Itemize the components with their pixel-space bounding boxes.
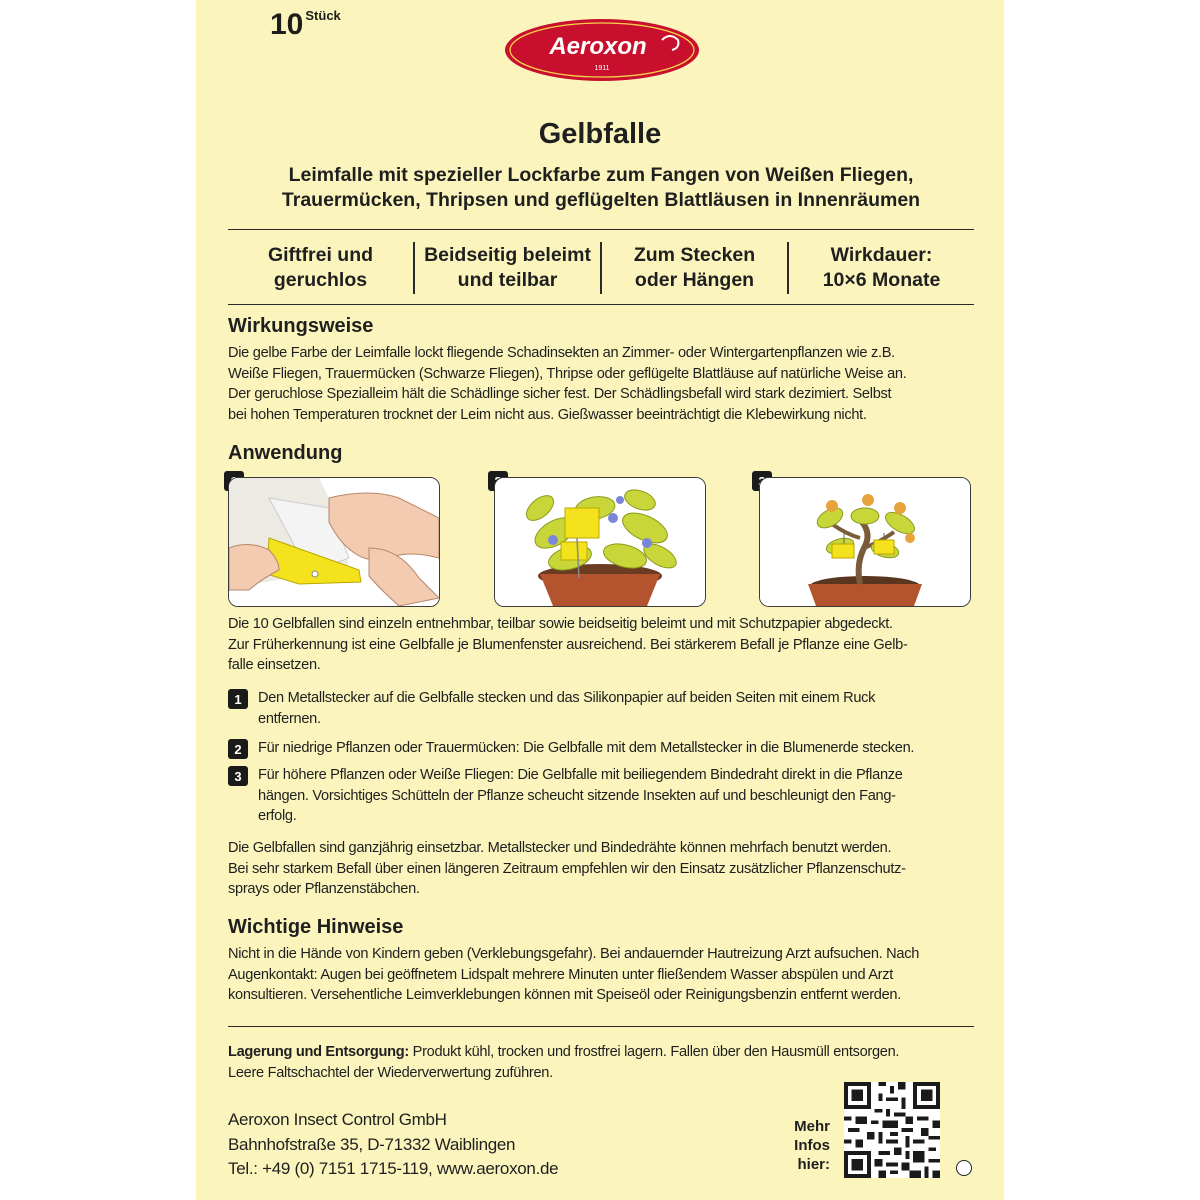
text-line: Nicht in die Hände von Kindern geben (Verklebungsgefahr). Bei andauernder Hautreizung Arzt aufsuchen. Nach [228,946,920,962]
step-1 [228,688,974,732]
text-line: erfolg. [258,808,297,824]
product-subtitle [226,163,976,213]
lagerung-text [228,1042,974,1083]
lagerung-body: Produkt kühl, trocken und frostfrei lagern. Fallen über den Hausmüll entsorgen. [408,1044,900,1060]
divider [228,304,974,305]
feature-line: und teilbar [457,269,558,291]
text-line: Für niedrige Pflanzen oder Trauermücken: Die Gelbfalle mit dem Metallstecker in die Blumenerde stecken. [258,740,915,756]
qr-code-icon[interactable] [844,1082,940,1178]
feature-cell [787,242,974,294]
feature-line: geruchlos [273,269,368,291]
piece-count-number: 10 [270,8,304,41]
text-line: Für höhere Pflanzen oder Weiße Fliegen: Die Gelbfalle mit beiliegendem Bindedraht direkt in die Pflanze [258,767,903,783]
text-line: Zur Früherkennung ist eine Gelbfalle je Blumenfenster ausreichend. Bei stärkerem Befall je Pflanze eine Gelb- [228,636,908,653]
feature-line: Zum Stecken [633,244,756,266]
feature-cell [413,242,600,294]
section-heading-wirkungsweise: Wirkungsweise [228,315,374,337]
text-line: Leere Faltschachtel der Wiederverwertung zuführen. [228,1064,553,1081]
feature-line: Beidseitig beleimt [424,244,591,266]
hands-illustration [229,478,439,606]
wirkungsweise-text [228,343,974,425]
figure-1-peel-trap [228,477,440,607]
text-line: hier: [797,1156,830,1173]
text-line: Mehr [794,1118,830,1135]
company-street: Bahnhofstraße 35, D-71332 Waiblingen [228,1134,516,1154]
aeroxon-logo [504,18,700,82]
text-line: Die Gelbfallen sind ganzjährig einsetzbar. Metallstecker und Bindedrähte können mehrfach benutzt werden. [228,840,892,856]
divider [228,229,974,230]
feature-cell [228,242,413,294]
anwendung-outro [228,838,974,900]
step-2 [228,738,974,760]
divider [228,1026,974,1027]
package-back-panel [196,0,1004,1200]
figure-3-hanging-trap [759,477,971,607]
anwendung-intro [228,614,974,676]
company-name: Aeroxon Insect Control GmbH [228,1110,447,1129]
text-line: bei hohen Temperaturen trocknet der Leim nicht aus. Gießwasser beeinträchtigt die Klebewirkung nicht. [228,406,867,423]
text-line: hängen. Vorsichtiges Schütteln der Pflanze scheucht sitzende Insekten auf und beschleunigt den Fang- [258,787,896,804]
text-line: Der geruchlose Spezialleim hält die Schädlinge sicher fest. Der Schädlingsbefall wird stark dezimiert. Selbst [228,386,892,402]
subtitle-line: Leimfalle mit spezieller Lockfarbe zum Fangen von Weißen Fliegen, [288,164,914,186]
text-line: Weiße Fliegen, Trauermücken (Schwarze Fliegen), Thripse oder geflügelte Blattläuse auf natürliche Weise an. [228,365,907,382]
text-line: Die 10 Gelbfallen sind einzeln entnehmbar, teilbar sowie beidseitig beleimt und mit Schutzpapier abgedeckt. [228,616,893,632]
section-heading-anwendung: Anwendung [228,442,343,464]
section-heading-hinweise: Wichtige Hinweise [228,916,404,938]
potted-plant-illustration [495,478,705,606]
step-badge-3: 3 [228,766,248,786]
company-contact: Tel.: +49 (0) 7151 1715-119, www.aeroxon.de [228,1159,559,1178]
text-line: Den Metallstecker auf die Gelbfalle stecken und das Silikonpapier auf beiden Seiten mit einem Ruck [258,690,876,706]
piece-count [270,8,341,42]
subtitle-line: Trauermücken, Thripsen und geflügelten Blattläusen in Innenräumen [281,189,921,211]
piece-count-unit: Stück [305,8,341,23]
hinweise-text [228,944,974,1006]
company-address [228,1108,558,1182]
feature-line: Wirkdauer: [830,244,933,266]
text-line: sprays oder Pflanzenstäbchen. [228,881,420,897]
bonsai-tree-illustration [760,478,970,606]
step-2-text [258,738,974,759]
feature-cell [600,242,787,294]
step-3 [228,765,974,829]
more-info-label [790,1117,830,1174]
lagerung-label: Lagerung und Entsorgung: [228,1044,409,1060]
text-line: Infos [794,1137,830,1154]
text-line: Die gelbe Farbe der Leimfalle lockt fliegende Schadinsekten an Zimmer- oder Wintergartenpflanzen wie z.B. [228,345,895,361]
step-3-text [258,765,974,827]
text-line: falle einsetzen. [228,657,321,673]
circle-mark-icon [956,1160,972,1176]
feature-line: 10×6 Monate [822,269,941,291]
text-line: konsultieren. Versehentliche Leimverklebungen können mit Speiseöl oder Reinigungsbenzin entfernt werden. [228,987,901,1003]
text-line [228,1042,974,1063]
logo-year-text: 1911 [594,65,610,72]
step-1-text [258,688,974,729]
figure-2-pot-stake [494,477,706,607]
feature-row [228,242,974,294]
text-line: entfernen. [258,710,321,727]
feature-line: oder Hängen [634,269,755,291]
logo-brand-text: Aeroxon [549,33,647,60]
product-title: Gelbfalle [538,118,662,150]
text-line: Augenkontakt: Augen bei geöffnetem Lidspalt mehrere Minuten unter fließendem Wasser abspülen und Arzt [228,966,893,983]
step-badge-1: 1 [228,689,248,709]
step-badge-2: 2 [228,739,248,759]
text-line: Bei sehr starkem Befall über einen längeren Zeitraum empfehlen wir den Einsatz zusätzlicher Pflanzenschutz- [228,860,906,877]
feature-line: Giftfrei und [267,244,374,266]
